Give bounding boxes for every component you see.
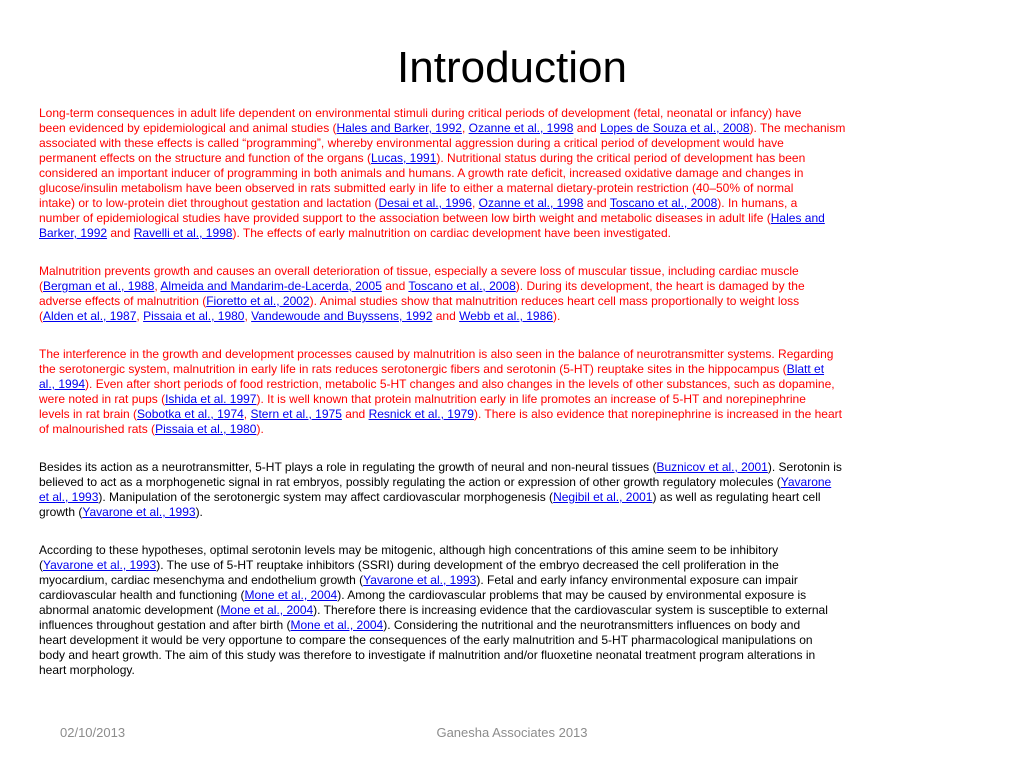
citation-link[interactable]: Ravelli et al., 1998 — [133, 226, 233, 240]
citation-link[interactable]: al., 1994 — [39, 377, 86, 391]
citation-link[interactable]: Webb et al., 1986 — [459, 309, 553, 323]
text-line — [39, 558, 1009, 573]
citation-link[interactable]: Ozanne et al., 1998 — [468, 121, 574, 135]
text-segment: , — [154, 279, 161, 293]
text-segment: ). During its development, the heart is damaged by the — [515, 279, 805, 293]
text-line — [39, 151, 1009, 166]
text-segment: Besides its action as a neurotransmitter, 5-HT plays a role in regulating the growth of neural and non-neural tissues ( — [39, 460, 657, 474]
text-segment: Malnutrition prevents growth and causes an overall deterioration of tissue, especially a severe loss of muscular tissue, including cardiac muscle — [39, 264, 799, 278]
text-line — [39, 211, 1009, 226]
citation-link[interactable]: Alden et al., 1987 — [43, 309, 137, 323]
text-segment: , — [461, 121, 469, 135]
citation-link[interactable]: Yavarone et al., 1993 — [43, 558, 157, 572]
text-segment: considered an important inducer of programming in both animals and humans. A growth rate deficit, increased oxidative damage and changes in — [39, 166, 804, 180]
citation-link[interactable]: Lucas, 1991 — [370, 151, 437, 165]
text-segment: ). Fetal and early infancy environmental exposure can impair — [476, 573, 798, 587]
paragraph — [39, 460, 1009, 520]
text-segment: ). Manipulation of the serotonergic system may affect cardiovascular morphogenesis ( — [98, 490, 554, 504]
text-segment: ). It is well known that protein malnutrition early in life promotes an increase of 5-HT and norepinephrine — [256, 392, 806, 406]
text-line — [39, 490, 1009, 505]
text-segment: ). Animal studies show that malnutrition reduces heart cell mass proportionally to weight loss — [309, 294, 800, 308]
text-segment: ). Among the cardiovascular problems that may be caused by environmental exposure is — [337, 588, 807, 602]
text-segment: associated with these effects is called “programming”, whereby environmental aggression during a critical period of development would have — [39, 136, 784, 150]
citation-link[interactable]: Yavarone et al., 1993 — [82, 505, 196, 519]
paragraph — [39, 543, 1009, 678]
citation-link[interactable]: Bergman et al., 1988 — [43, 279, 155, 293]
citation-link[interactable]: Blatt et — [786, 362, 825, 376]
citation-link[interactable]: Pissaia et al., 1980 — [155, 422, 257, 436]
citation-link[interactable]: Yavarone et al., 1993 — [363, 573, 477, 587]
paragraph — [39, 264, 1009, 324]
text-segment: abnormal anatomic development ( — [39, 603, 221, 617]
text-segment: , — [136, 309, 144, 323]
text-segment: growth ( — [39, 505, 83, 519]
text-segment: of malnourished rats ( — [39, 422, 156, 436]
citation-link[interactable]: Sobotka et al., 1974 — [137, 407, 244, 421]
text-segment: and — [107, 226, 134, 240]
text-line — [39, 181, 1009, 196]
text-line — [39, 347, 1009, 362]
citation-link[interactable]: Resnick et al., 1979 — [368, 407, 474, 421]
slide-title: Introduction — [397, 43, 627, 92]
citation-link[interactable]: Stern et al., 1975 — [250, 407, 342, 421]
text-segment: , — [243, 407, 251, 421]
text-line — [39, 377, 1009, 392]
text-segment: ) as well as regulating heart cell — [652, 490, 821, 504]
text-segment: The interference in the growth and development processes caused by malnutrition is also seen in the balance of neurotransmitter systems. Regarding — [39, 347, 834, 361]
text-line — [39, 460, 1009, 475]
text-line — [39, 648, 1009, 663]
citation-link[interactable]: Toscano et al., 2008 — [609, 196, 718, 210]
citation-link[interactable]: Buznicov et al., 2001 — [656, 460, 768, 474]
text-segment: ). — [552, 309, 561, 323]
text-segment: ). Even after short periods of food restriction, metabolic 5-HT changes and also changes in the levels of other substances, such as dopamine, — [85, 377, 835, 391]
text-line — [39, 663, 1009, 678]
footer-organization: Ganesha Associates 2013 — [436, 725, 588, 740]
text-segment: ). Considering the nutritional and the neurotransmitters influences on body and — [383, 618, 801, 632]
text-segment: permanent effects on the structure and function of the organs ( — [39, 151, 371, 165]
text-segment: and — [432, 309, 460, 323]
citation-link[interactable]: Hales and — [770, 211, 825, 225]
text-segment: ). The use of 5-HT reuptake inhibitors (SSRI) during development of the embryo decreased the cell proliferation in the — [156, 558, 779, 572]
text-segment: body and heart growth. The aim of this study was therefore to investigate if malnutrition and/or fluoxetine neonatal treatment program alterations in — [39, 648, 816, 662]
text-segment: levels in rat brain ( — [39, 407, 138, 421]
citation-link[interactable]: Vandewoude and Buyssens, 1992 — [251, 309, 433, 323]
text-line — [39, 573, 1009, 588]
citation-link[interactable]: Hales and Barker, 1992 — [336, 121, 462, 135]
text-line — [39, 121, 1009, 136]
text-line — [39, 633, 1009, 648]
citation-link[interactable]: Desai et al., 1996 — [378, 196, 472, 210]
text-segment: ). There is also evidence that norepinephrine is increased in the heart — [473, 407, 842, 421]
slide-body — [39, 106, 1009, 701]
citation-link[interactable]: et al., 1993 — [39, 490, 99, 504]
text-segment: ( — [39, 558, 43, 572]
text-segment: ). The effects of early malnutrition on cardiac development have been investigated. — [232, 226, 671, 240]
text-line — [39, 505, 1009, 520]
text-line — [39, 588, 1009, 603]
text-line — [39, 294, 1009, 309]
citation-link[interactable]: Ishida et al. 1997 — [165, 392, 257, 406]
text-line — [39, 475, 1009, 490]
text-segment: intake) or to low-protein diet throughout gestation and lactation ( — [39, 196, 379, 210]
text-segment: and — [583, 196, 610, 210]
citation-link[interactable]: Mone et al., 2004 — [220, 603, 314, 617]
text-line — [39, 407, 1009, 422]
citation-link[interactable]: Toscano et al., 2008 — [408, 279, 516, 293]
text-line — [39, 603, 1009, 618]
text-line — [39, 422, 1009, 437]
text-segment: the serotonergic system, malnutrition in early life in rats reduces serotonergic fibers and serotonin (5-HT) reuptake sites in the hippocampus ( — [39, 362, 787, 376]
text-segment: ). The mechanism — [749, 121, 846, 135]
citation-link[interactable]: Lopes de Souza et al., 2008 — [600, 121, 750, 135]
citation-link[interactable]: Negibil et al., 2001 — [553, 490, 653, 504]
text-segment: and — [381, 279, 409, 293]
citation-link[interactable]: Yavarone — [780, 475, 832, 489]
text-segment: adverse effects of malnutrition ( — [39, 294, 207, 308]
citation-link[interactable]: Mone et al., 2004 — [290, 618, 384, 632]
text-line — [39, 392, 1009, 407]
citation-link[interactable]: Pissaia et al., 1980 — [143, 309, 245, 323]
text-line — [39, 618, 1009, 633]
text-segment: , — [244, 309, 252, 323]
text-segment: cardiovascular health and functioning ( — [39, 588, 245, 602]
text-segment: and — [573, 121, 601, 135]
text-segment: Long-term consequences in adult life dependent on environmental stimuli during critical periods of development (fetal, neonatal or infancy) have — [39, 106, 802, 120]
text-line — [39, 196, 1009, 211]
citation-link[interactable]: Ozanne et al., 1998 — [478, 196, 584, 210]
text-segment: , — [471, 196, 479, 210]
citation-link[interactable]: Barker, 1992 — [39, 226, 108, 240]
text-line — [39, 226, 1009, 241]
text-segment: ). — [195, 505, 203, 519]
text-line — [39, 264, 1009, 279]
text-line — [39, 106, 1009, 121]
text-segment: heart morphology. — [39, 663, 135, 677]
text-line — [39, 362, 1009, 377]
paragraph — [39, 347, 1009, 437]
citation-link[interactable]: Almeida and Mandarim-de-Lacerda, 2005 — [160, 279, 382, 293]
text-segment: and — [341, 407, 369, 421]
text-segment: ( — [39, 279, 43, 293]
text-segment: glucose/insulin metabolism have been observed in rats submitted early in life to either a maternal dietary-protein restriction (40–50% of normal — [39, 181, 794, 195]
text-segment: been evidenced by epidemiological and animal studies ( — [39, 121, 337, 135]
text-line — [39, 543, 1009, 558]
text-line — [39, 166, 1009, 181]
text-segment: ). Nutritional status during the critical period of development has been — [436, 151, 806, 165]
paragraph — [39, 106, 1009, 241]
citation-link[interactable]: Mone et al., 2004 — [244, 588, 338, 602]
text-line — [39, 136, 1009, 151]
text-segment: ( — [39, 309, 43, 323]
citation-link[interactable]: Fioretto et al., 2002 — [206, 294, 310, 308]
text-segment: believed to act as a morphogenetic signal in rat embryos, possibly regulating the action or expression of other growth regulatory molecules ( — [39, 475, 781, 489]
text-segment: ). — [256, 422, 264, 436]
text-segment: ). In humans, a — [717, 196, 798, 210]
text-segment: According to these hypotheses, optimal serotonin levels may be mitogenic, although high concentrations of this amine seem to be inhibitory — [39, 543, 779, 557]
text-line — [39, 279, 1009, 294]
text-segment: myocardium, cardiac mesenchyma and endothelium growth ( — [39, 573, 364, 587]
text-segment: were noted in rat pups ( — [39, 392, 166, 406]
footer-date: 02/10/2013 — [60, 725, 126, 740]
text-line — [39, 309, 1009, 324]
text-segment: heart development it would be very opportune to compare the consequences of the early malnutrition and 5-HT pharmacological manipulations on — [39, 633, 813, 647]
text-segment: influences throughout gestation and after birth ( — [39, 618, 291, 632]
text-segment: ). Therefore there is increasing evidence that the cardiovascular system is susceptible to external — [313, 603, 828, 617]
text-segment: number of epidemiological studies have provided support to the association between low birth weight and metabolic diseases in adult life ( — [39, 211, 771, 225]
text-segment: ). Serotonin is — [767, 460, 842, 474]
